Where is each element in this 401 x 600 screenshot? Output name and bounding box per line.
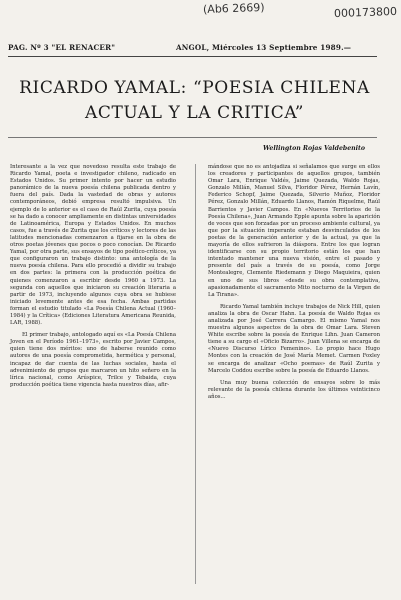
right-column (208, 164, 380, 406)
paragraph: El primer trabajo, antologado aquí es «La Poesía Chilena Joven en el Período 1961–1973», escrito por Javier Campos, quien tiene dos méritos: uno de haberse reunido como autores de una poesía comprometida, hermética y personal, incapaz de dar cuenta de las luchas sociales, hasta el advenimiento de grupos que marcaron un hito señero en la lírica nacional, como Arúspice, Trilce y Tebaida, cuya producción poética tiene vigencia hasta nuestros días, afir- (10, 332, 176, 388)
paragraph: mándose que no es antojadiza si señalamos que surge en ellos los creadores y participantes de aquellos grupos, también Omar Lara, Enrique Valdés, Jaime Quezada, Waldo Rojas, Gonzalo Millán, Manuel Silva, Floridor Pérez, Hernán Lavín, Federico Schopf, Jaime Quezada, Silverio Muñoz, Floridor Pérez, Gonzalo Millán, Eduardo Llanos, Ramón Riquelme, Raúl Barrientos y Javier Campos. En «Nuevos Territorios de la Poesía Chilena», Juan Armando Epple apunta sobre la aparición de voces que son forzadas por un proceso ambiente cultural, ya que por la situación imperante estaban desvinculados de los poetas de la generación anterior y de la actual, ya que la mayoría de ellos sufrieron la diáspora. Entre los que logran identificarse con su propio territorio están los que han intentado mantener una nueva visión, entre el pasado y presente del país a través de su poesía, como Jorge Montealegre, Clemente Riedemann y Diego Maquieira, quien en uno de sus libros «desde su obra contemplativa, apasionadamente el sacramento Mito nocturno de la Virgen de La Tirana». (208, 164, 380, 298)
date-line: ANGOL, Miércoles 13 Septiembre 1989.— (176, 43, 352, 52)
title-line-2: ACTUAL Y LA CRITICA” (84, 103, 305, 123)
paragraph: Ricardo Yamal también incluye trabajos de Nick Hill, quien analiza la obra de Oscar Hahn. La poesía de Waldo Rojas es analizada por José Carrera Camargo. El mismo Yamal nos muestra algunos aspectos de la obra de Omar Lara. Steven White escribe sobre la poesía de Enrique Lihn. Juan Cameron tiene a su cargo el «Oficio Bizarro». Juan Villena se encarga de «Nuevo Discurso Lírico Femenino». Lo propio hace Hugo Montes con la creación de José María Memet. Carmen Foxley se encarga de analizar «Ocho poemas» de Raúl Zurita y Marcelo Coddou escribe sobre la poesía de Eduardo Llanos. (208, 303, 380, 374)
left-column (10, 164, 176, 394)
article-title (10, 76, 379, 126)
paragraph: Interesante a la vez que novedoso resulta este trabajo de Ricardo Yamal, poeta e investigador chileno, radicado en Estados Unidos. Su primer intento por hacer un estudio panorámico de la nueva poesía chilena publicada dentro y fuera del país. Dada la vastedad de obras y autores contemporáneos, debió empresa resultó impulsiva. Un ejemplo de lo anterior es el caso de Raúl Zurita, cuya poesía se ha dado a conocer ampliamente en distintas universidades de Latinoamérica, Europa y Estados Unidos. En muchos casos, fue a través de Zurita que los críticos y lectores de las latitudes mencionadas comenzaron a fijarse en la obra de otros poetas jóvenes que pocos o poco conocían. De Ricardo Yamal, por otra parte, sus ensayos de tipo poético-críticos, ya que configuraron un trabajo distinto: una antología de la nueva poesía chilena. Para ello procedió a dividir su trabajo en dos partes: la primera con la producción poética de quienes comenzaron a escribir desde 1960 a 1973. La segunda con aquellos que iniciaron su creación literaria a partir de 1973, incluyendo algunos cuya obra se hubiese iniciado levemente antes de esa fecha. Ambas partidas forman el estudio titulado «La Poesía Chilena Actual (1960–1984) y la Crítica» (Ediciones Literatura Americana Reunida, LAR, 1988). (10, 164, 176, 327)
title-rule (8, 137, 377, 138)
archive-number: 000173800 (333, 4, 398, 21)
title-line-1: RICARDO YAMAL: “POESIA CHILENA (19, 78, 370, 98)
byline: Wellington Rojas Valdebenito (262, 145, 365, 152)
header-rule (8, 56, 377, 57)
paragraph: Una muy buena colección de ensayos sobre lo más relevante de la poesía chilena durante los últimos veinticinco años... (208, 379, 380, 400)
column-divider (195, 164, 196, 584)
page-label: PAG. Nº 3 "EL RENACER" (8, 43, 116, 52)
archive-code: (Ab6 2669) (202, 0, 265, 17)
